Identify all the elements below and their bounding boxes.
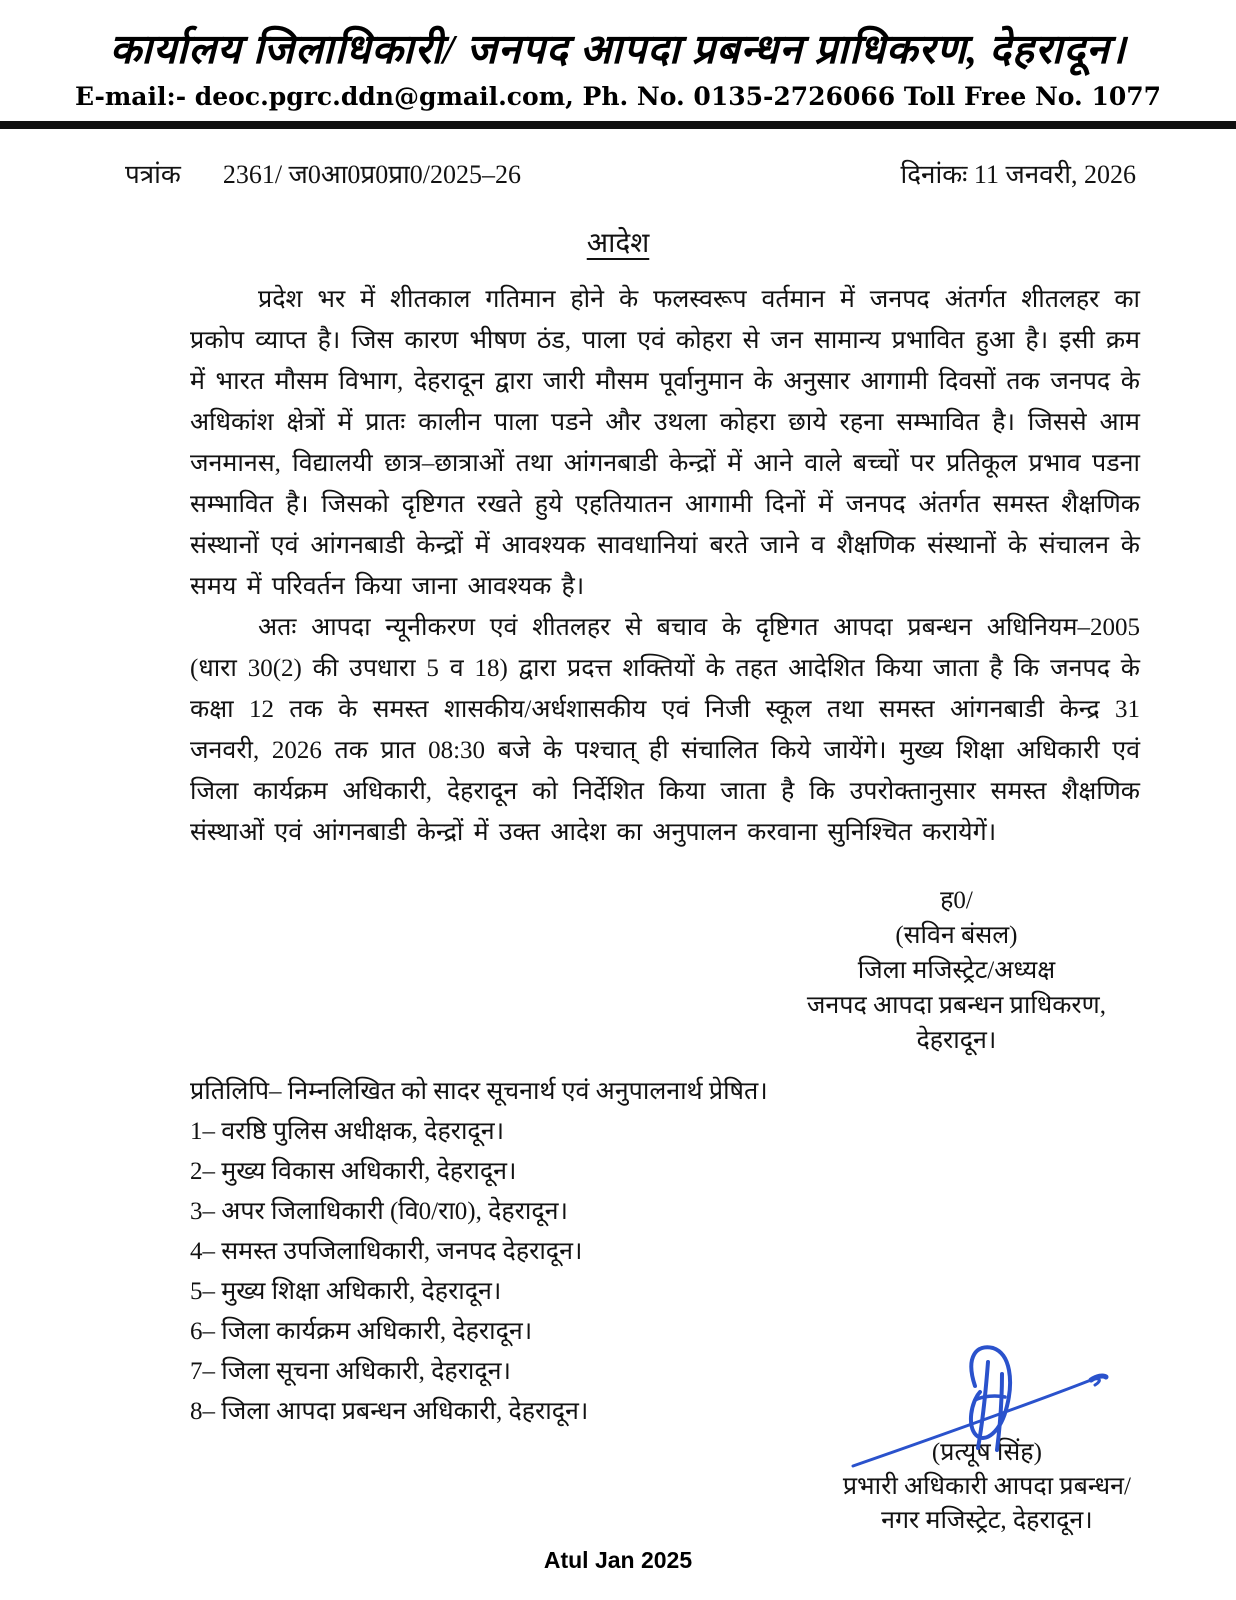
- letter-date: दिनांकः 11 जनवरी, 2026: [900, 160, 1136, 189]
- contact-line: E-mail:- deoc.pgrc.ddn@gmail.com, Ph. No. 0135-2726066 Toll Free No. 1077: [74, 82, 1162, 111]
- letter-number-value: 2361/ ज0आ0प्र0प्रा0/2025–26: [222, 160, 521, 189]
- copy-list-item: 2– मुख्य विकास अधिकारी, देहरादून।: [190, 1158, 517, 1185]
- letter-number-label: पत्रांक: [125, 160, 181, 189]
- letter-number-group: [125, 155, 521, 191]
- letterhead: [0, 0, 1236, 111]
- primary-signatory-title-1: जिला मजिस्ट्रेट/अध्यक्ष: [857, 957, 1056, 984]
- copy-list-item: 8– जिला आपदा प्रबन्धन अधिकारी, देहरादून।: [190, 1398, 589, 1425]
- office-title: कार्यालय जिलाधिकारी/ जनपद आपदा प्रबन्धन प्राधिकरण, देहरादून।: [109, 26, 1127, 72]
- copy-list-item: 1– वरष्ठि पुलिस अधीक्षक, देहरादून।: [190, 1118, 505, 1145]
- order-paragraph-2: अतः आपदा न्यूनीकरण एवं शीतलहर से बचाव के दृष्टिगत आपदा प्रबन्धन अधिनियम–2005 (धारा 30(2) की उपधारा 5 व 18) द्वारा प्रदत्त शक्तियों के तहत आदेशित किया जाता है कि जनपद के कक्षा 12 तक के समस्त शासकीय/अर्धशासकीय एवं निजी स्कूल तथा समस्त आंगनबाडी केन्द्र 31 जनवरी, 2026 तक प्रात 08:30 बजे के पश्चात् ही संचालित किये जायेंगे। मुख्य शिक्षा अधिकारी एवं जिला कार्यक्रम अधिकारी, देहरादून को निर्देशित किया जाता है कि उपरोक्तानुसार समस्त शैक्षणिक संस्थाओं एवं आंगनबाडी केन्द्रों में उक्त आदेश का अनुपालन करवाना सुनिश्चित करायेगें।: [190, 614, 1140, 846]
- copy-list-item: 4– समस्त उपजिलाधिकारी, जनपद देहरादून।: [190, 1238, 583, 1265]
- secondary-signatory-title-2: नगर मजिस्ट्रेट, देहरादून।: [881, 1507, 1093, 1534]
- footer-note: Atul Jan 2025: [543, 1547, 693, 1573]
- secondary-signatory-block: [843, 1436, 1131, 1538]
- order-body: [0, 261, 1236, 853]
- secondary-signatory-name: (प्रत्यूष सिंह): [931, 1439, 1042, 1466]
- copy-list: [0, 1112, 1236, 1432]
- copy-list-item: 3– अपर जिलाधिकारी (वि0/रा0), देहरादून।: [190, 1198, 568, 1225]
- order-title: आदेश: [586, 228, 650, 259]
- copy-list-item: 6– जिला कार्यक्रम अधिकारी, देहरादून।: [190, 1318, 533, 1345]
- secondary-signatory-title-1: प्रभारी अधिकारी आपदा प्रबन्धन/: [842, 1473, 1131, 1500]
- primary-signatory-block: [807, 883, 1106, 1058]
- primary-signatory-title-2: जनपद आपदा प्रबन्धन प्राधिकरण,: [806, 992, 1106, 1019]
- copy-list-item: 5– मुख्य शिक्षा अधिकारी, देहरादून।: [190, 1278, 502, 1305]
- letter-meta-row: [0, 129, 1236, 191]
- primary-signatory-title-3: देहरादून।: [916, 1027, 997, 1054]
- header-divider: [0, 121, 1236, 129]
- primary-signatory-name: (सविन बंसल): [895, 922, 1018, 949]
- copy-list-item: 7– जिला सूचना अधिकारी, देहरादून।: [190, 1358, 512, 1385]
- copy-section-heading: प्रतिलिपि– निम्नलिखित को सादर सूचनार्थ एवं अनुपालनार्थ प्रेषित।: [190, 1078, 768, 1105]
- order-paragraph-1: प्रदेश भर में शीतकाल गतिमान होने के फलस्वरूप वर्तमान में जनपद अंतर्गत शीतलहर का प्रकोप व्याप्त है। जिस कारण भीषण ठंड, पाला एवं कोहरा से जन सामान्य प्रभावित हुआ है। इसी क्रम में भारत मौसम विभाग, देहरादून द्वारा जारी मौसम पूर्वानुमान के अनुसार आगामी दिवसों तक जनपद के अधिकांश क्षेत्रों में प्रातः कालीन पाला पडने और उथला कोहरा छाये रहना सम्भावित है। जिससे आम जनमानस, विद्यालयी छात्र–छात्राओं तथा आंगनबाडी केन्द्रों में आने वाले बच्चों पर प्रतिकूल प्रभाव पडना सम्भावित है। जिसको दृष्टिगत रखते हुये एहतियातन आगामी दिनों में जनपद अंतर्गत समस्त शैक्षणिक संस्थानों एवं आंगनबाडी केन्द्रों में आवश्यक सावधानियां बरते जाने व शैक्षणिक संस्थानों के संचालन के समय में परिवर्तन किया जाना आवश्यक है।: [190, 286, 1140, 600]
- signed-abbreviation: ह0/: [940, 887, 973, 914]
